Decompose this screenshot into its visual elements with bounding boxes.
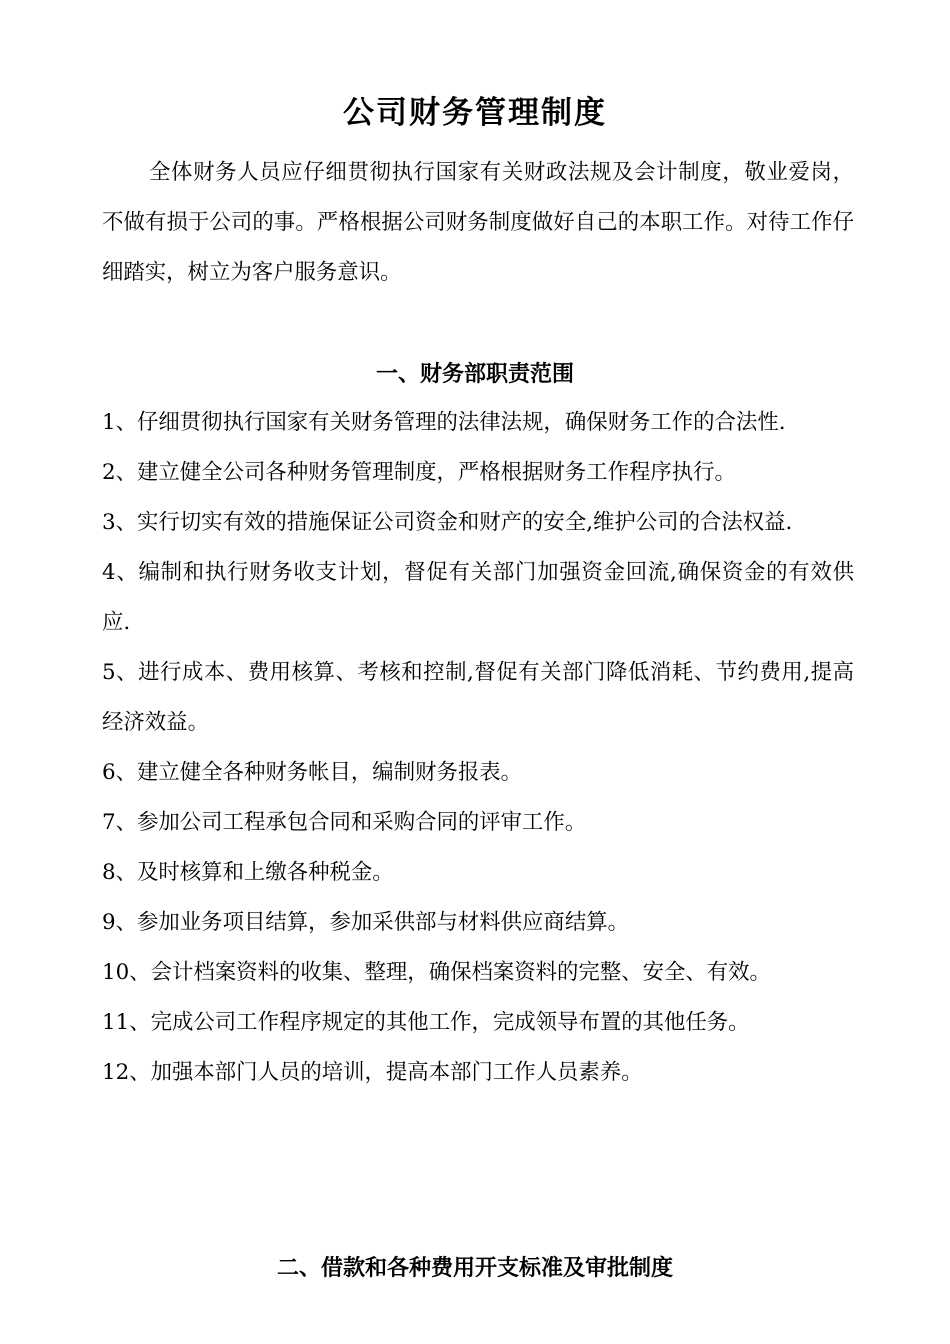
list-item: 12、加强本部门人员的培训，提高本部门工作人员素养。: [102, 1060, 643, 1085]
list-item: 2、建立健全公司各种财务管理制度，严格根据财务工作程序执行。: [102, 460, 736, 485]
list-item: 4、编制和执行财务收支计划，督促有关部门加强资金回流,确保资金的有效供应.: [102, 560, 854, 635]
list-item: 6、建立健全各种财务帐目，编制财务报表。: [102, 760, 523, 785]
section-heading-duties: 一、财务部职责范围: [375, 361, 574, 387]
list-item: 1、仔细贯彻执行国家有关财务管理的法律法规，确保财务工作的合法性.: [102, 410, 786, 435]
list-item: 7、参加公司工程承包合同和采购合同的评审工作。: [102, 810, 587, 835]
list-item: 8、及时核算和上缴各种税金。: [102, 860, 394, 885]
duties-list: [102, 398, 854, 1098]
list-item: 10、会计档案资料的收集、整理，确保档案资料的完整、安全、有效。: [102, 960, 771, 985]
list-item: 5、进行成本、费用核算、考核和控制,督促有关部门降低消耗、节约费用,提高经济效益。: [102, 660, 854, 735]
intro-paragraph: 全体财务人员应仔细贯彻执行国家有关财政法规及会计制度，敬业爱岗，不做有损于公司的事。严格根据公司财务制度做好自己的本职工作。对待工作仔细踏实，树立为客户服务意识。: [102, 160, 854, 285]
list-item: 9、参加业务项目结算，参加采供部与材料供应商结算。: [102, 910, 629, 935]
document-title: 公司财务管理制度: [343, 95, 607, 131]
list-item: 3、实行切实有效的措施保证公司资金和财产的安全,维护公司的合法权益.: [102, 510, 793, 535]
list-item: 11、完成公司工作程序规定的其他工作，完成领导布置的其他任务。: [102, 1010, 750, 1035]
section-heading-expenses: 二、借款和各种费用开支标准及审批制度: [276, 1255, 673, 1281]
